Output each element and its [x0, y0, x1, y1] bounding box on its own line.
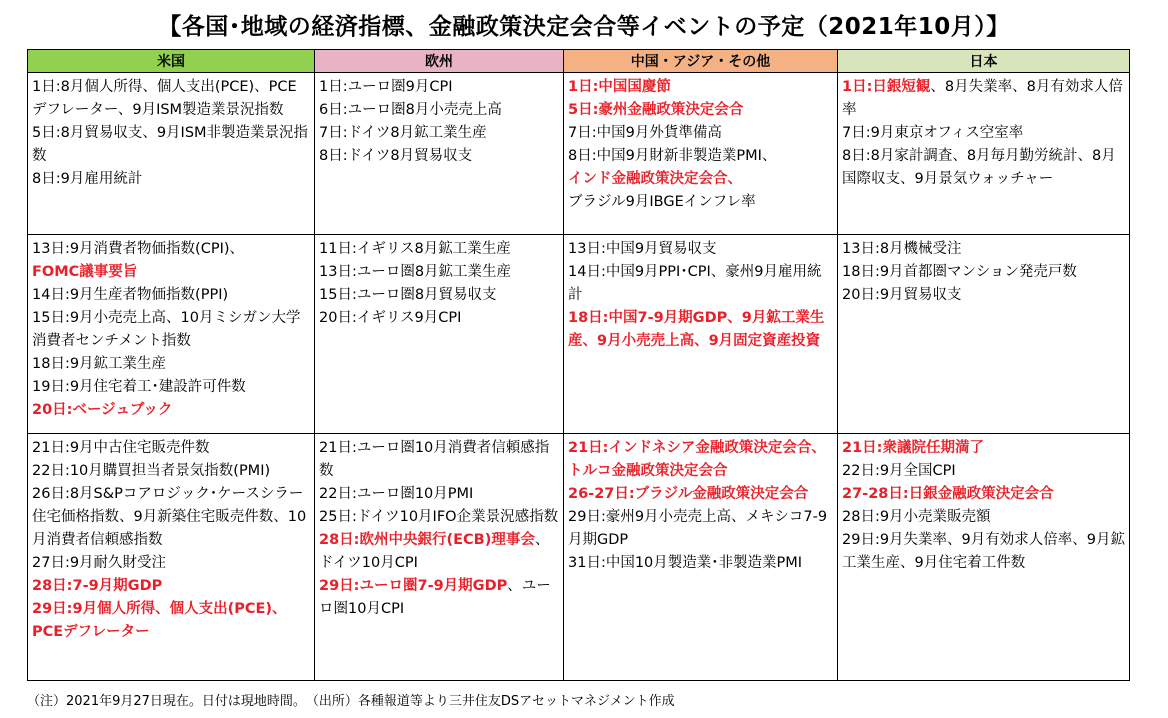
event-cell-us [28, 434, 315, 681]
event-item: 7日:9月東京オフィス空室率 [842, 125, 1024, 141]
key-event: 18日:中国7-9月期GDP、9月鉱工業生産、9月小売売上高、9月固定資産投資 [568, 310, 825, 349]
calendar-row [28, 434, 1130, 681]
key-event: 28日:7-9月期GDP [32, 578, 163, 594]
event-cell-us [28, 73, 315, 235]
event-item: 21日:ユーロ圏10月消費者信頼感指数 [319, 440, 550, 479]
event-item: 13日:中国9月貿易収支 [568, 241, 717, 257]
event-item: 1日:8月個人所得、個人支出(PCE)、PCEデフレーター、9月ISM製造業景況指数 [32, 79, 297, 118]
event-item: 27日:9月耐久財受注 [32, 555, 167, 571]
event-item: 18日:9月首都圏マンション発売戸数 [842, 264, 1077, 280]
key-event: 20日:ベージュブック [32, 402, 173, 418]
event-item: 13日:9月消費者物価指数(CPI)、 [32, 241, 245, 257]
event-cell-europe [315, 73, 564, 235]
event-cell-asia-other [564, 434, 838, 681]
event-item: 28日:9月小売業販売額 [842, 509, 991, 525]
event-item: 8日:8月家計調査、8月毎月勤労統計、8月国際収支、9月景気ウォッチャー [842, 148, 1116, 187]
event-item: 19日:9月住宅着工･建設許可件数 [32, 379, 246, 395]
event-item: 14日:中国9月PPI･CPI、豪州9月雇用統計 [568, 264, 822, 303]
event-item: 5日:8月貿易収支、9月ISM非製造業景況指数 [32, 125, 309, 164]
key-event: 21日:インドネシア金融政策決定会合、トルコ金融政策決定会合 [568, 440, 826, 479]
footnote: （注）2021年9月27日現在。日付は現地時間。 （出所）各種報道等より三井住友DSアセットマネジメント作成 [27, 694, 675, 709]
event-item: 22日:9月全国CPI [842, 463, 956, 479]
key-event: 29日:9月個人所得、個人支出(PCE)、PCEデフレーター [32, 601, 287, 640]
event-cell-us [28, 235, 315, 434]
key-event: 29日:ユーロ圏7-9月期GDP [319, 578, 508, 594]
event-item: 20日:イギリス9月CPI [319, 310, 462, 326]
event-item: 31日:中国10月製造業･非製造業PMI [568, 555, 803, 571]
event-item: 8日:9月雇用統計 [32, 171, 143, 187]
event-item: 13日:8月機械受注 [842, 241, 962, 257]
event-item: 15日:ユーロ圏8月貿易収支 [319, 287, 497, 303]
key-event: 26-27日:ブラジル金融政策決定会合 [568, 486, 809, 502]
event-item: 1日:ユーロ圏9月CPI [319, 79, 453, 95]
event-item: 、ドイツ10月CPI [319, 532, 550, 571]
event-cell-europe [315, 434, 564, 681]
key-event: 5日:豪州金融政策決定会合 [568, 102, 744, 118]
event-item: 22日:10月購買担当者景気指数(PMI) [32, 463, 271, 479]
header-row [28, 50, 1130, 73]
key-event: 21日:衆議院任期満了 [842, 440, 984, 456]
event-cell-europe [315, 235, 564, 434]
column-header-japan: 日本 [838, 50, 1130, 73]
key-event: 27-28日:日銀金融政策決定会合 [842, 486, 1054, 502]
event-item: 、8月失業率、8月有効求人倍率 [842, 79, 1123, 118]
event-item: 18日:9月鉱工業生産 [32, 356, 167, 372]
event-item: 29日:9月失業率、9月有効求人倍率、9月鉱工業生産、9月住宅着工件数 [842, 532, 1126, 571]
key-event: 28日:欧州中央銀行(ECB)理事会 [319, 532, 535, 548]
event-item: 20日:9月貿易収支 [842, 287, 962, 303]
event-cell-japan [838, 434, 1130, 681]
event-cell-japan [838, 73, 1130, 235]
event-item: 7日:中国9月外貨準備高 [568, 125, 722, 141]
event-item: 6日:ユーロ圏8月小売売上高 [319, 102, 502, 118]
key-event: 1日:中国国慶節 [568, 79, 671, 95]
event-item: 26日:8月S&Pコアロジック･ケースシラー住宅価格指数、9月新築住宅販売件数、10月消費者信頼感指数 [32, 486, 307, 548]
event-item: 8日:ドイツ8月貿易収支 [319, 148, 473, 164]
event-item: 25日:ドイツ10月IFO企業景況感指数 [319, 509, 559, 525]
event-item: 15日:9月小売売上高、10月ミシガン大学消費者センチメント指数 [32, 310, 301, 349]
event-item: 8日:中国9月財新非製造業PMI、 [568, 148, 777, 164]
key-event: FOMC議事要旨 [32, 264, 138, 280]
page-title: 【各国･地域の経済指標、金融政策決定会合等イベントの予定（2021年10月）】 [158, 14, 1010, 40]
event-item: 7日:ドイツ8月鉱工業生産 [319, 125, 487, 141]
event-item: 、ユーロ圏10月CPI [319, 578, 551, 617]
event-cell-japan [838, 235, 1130, 434]
key-event: インド金融政策決定会合、 [568, 171, 742, 187]
calendar-row [28, 235, 1130, 434]
column-header-asia-other: 中国・アジア・その他 [564, 50, 838, 73]
event-item: 21日:9月中古住宅販売件数 [32, 440, 210, 456]
column-header-us: 米国 [28, 50, 315, 73]
event-calendar-table [27, 49, 1130, 681]
column-header-europe: 欧州 [315, 50, 564, 73]
event-item: 22日:ユーロ圏10月PMI [319, 486, 474, 502]
event-item: 29日:豪州9月小売売上高、メキシコ7-9月期GDP [568, 509, 828, 548]
event-cell-asia-other [564, 73, 838, 235]
key-event: 1日:日銀短観 [842, 79, 931, 95]
event-item: 14日:9月生産者物価指数(PPI) [32, 287, 229, 303]
calendar-row [28, 73, 1130, 235]
event-item: 11日:イギリス8月鉱工業生産 [319, 241, 511, 257]
event-item: 13日:ユーロ圏8月鉱工業生産 [319, 264, 512, 280]
event-cell-asia-other [564, 235, 838, 434]
event-item: ブラジル9月IBGEインフレ率 [568, 194, 756, 210]
